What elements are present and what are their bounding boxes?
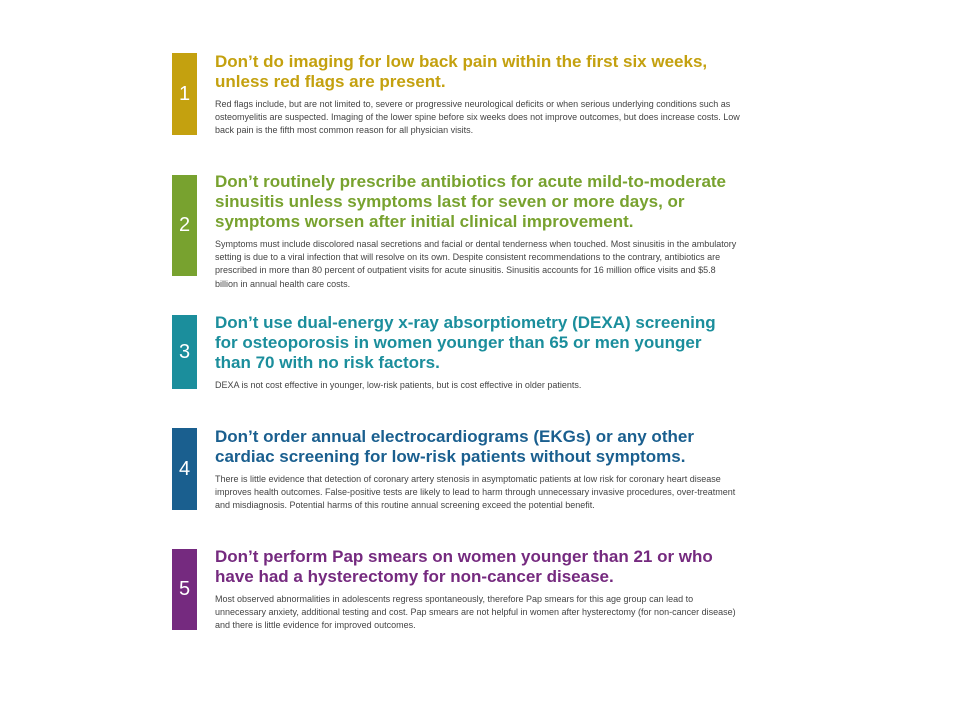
number-badge-1: 1 <box>172 53 197 135</box>
recommendation-body-3: DEXA is not cost effective in younger, low-risk patients, but is cost effective in older patients. <box>215 380 582 390</box>
number-badge-2: 2 <box>172 175 197 276</box>
recommendation-heading-5: Don’t perform Pap smears on women younger than 21 or who have had a hysterectomy for non-cancer disease. <box>215 547 713 586</box>
recommendation-body-5: Most observed abnormalities in adolescents regress spontaneously, therefore Pap smears for this age group can lead to unnecessary anxiety, additional testing and cost. Pap smears are not helpful in women after hysterectomy (for non-cancer disease) and there is little evidence for improved outcomes. <box>215 594 736 631</box>
recommendation-body-4: There is little evidence that detection of coronary artery stenosis in asymptomatic patients at low risk for coronary heart disease improves health outcomes. False-positive tests are likely to lead to harm through unnecessary invasive procedures, over-treatment and misdiagnosis. Potential harms of this routine annual screening exceed the potential benefit. <box>215 474 736 511</box>
number-badge-5: 5 <box>172 549 197 630</box>
number-badge-4: 4 <box>172 428 197 510</box>
recommendation-heading-4: Don’t order annual electrocardiograms (EKGs) or any other cardiac screening for low-risk patients without symptoms. <box>215 427 694 466</box>
number-badge-3: 3 <box>172 315 197 389</box>
recommendation-body-2: Symptoms must include discolored nasal secretions and facial or dental tenderness when touched. Most sinusitis in the ambulatory setting is due to a viral infection that will resolve on its own. Despite consistent recommendations to the contrary, antibiotics are prescribed in more than 80 percent of outpatient visits for acute sinusitis. Sinusitis accounts for 16 million office visits and $5.8 billion in annual health care costs. <box>215 239 737 289</box>
recommendation-heading-2: Don’t routinely prescribe antibiotics for acute mild-to-moderate sinusitis unless symptoms last for seven or more days, or symptoms worsen after initial clinical improvement. <box>215 172 727 231</box>
recommendation-heading-3: Don’t use dual-energy x-ray absorptiometry (DEXA) screening for osteoporosis in women younger than 65 or men younger than 70 with no risk factors. <box>215 313 716 372</box>
recommendation-heading-1: Don’t do imaging for low back pain within the first six weeks, unless red flags are present. <box>215 52 708 91</box>
recommendation-body-1: Red flags include, but are not limited to, severe or progressive neurological deficits or when serious underlying conditions such as osteomyelitis are suspected. Imaging of the lower spine before six weeks does not improve outcomes, but does increase costs. Low back pain is the fifth most common reason for all physician visits. <box>215 99 740 136</box>
